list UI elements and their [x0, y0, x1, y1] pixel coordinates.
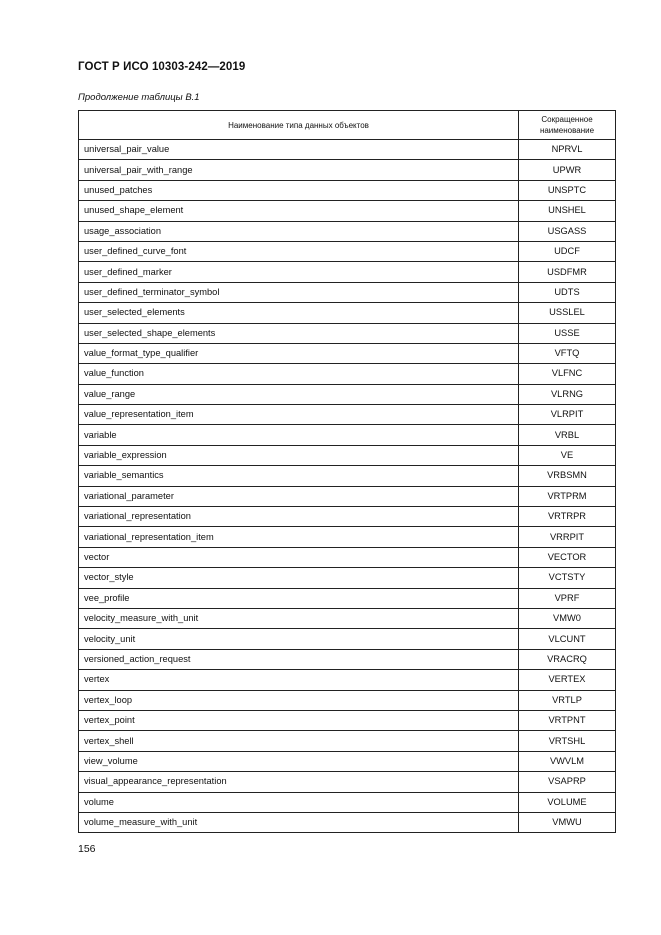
abbreviation-cell: VSAPRP — [519, 772, 616, 792]
table-row — [79, 466, 616, 486]
entity-name-cell: view_volume — [79, 751, 519, 771]
entity-name-cell: vertex — [79, 670, 519, 690]
entity-name-cell: velocity_measure_with_unit — [79, 608, 519, 628]
column-header-abbreviation — [519, 111, 616, 140]
abbreviation-cell: VRTPRM — [519, 486, 616, 506]
table-row — [79, 527, 616, 547]
abbreviation-cell: VRTLP — [519, 690, 616, 710]
entity-name-cell: value_range — [79, 384, 519, 404]
abbreviation-cell: VLCUNT — [519, 629, 616, 649]
table-row — [79, 649, 616, 669]
table-row — [79, 772, 616, 792]
abbreviation-cell: VRTSHL — [519, 731, 616, 751]
entity-name-cell: user_selected_elements — [79, 303, 519, 323]
entity-name-cell: velocity_unit — [79, 629, 519, 649]
abbreviation-cell: VLRNG — [519, 384, 616, 404]
entity-name-cell: value_format_type_qualifier — [79, 343, 519, 363]
entity-name-cell: vector_style — [79, 568, 519, 588]
entity-name-cell: unused_shape_element — [79, 201, 519, 221]
table-row — [79, 690, 616, 710]
table-row — [79, 670, 616, 690]
abbreviation-cell: UPWR — [519, 160, 616, 180]
abbreviation-cell: VERTEX — [519, 670, 616, 690]
abbreviation-cell: UDTS — [519, 282, 616, 302]
abbreviation-cell: USGASS — [519, 221, 616, 241]
entity-name-cell: variable — [79, 425, 519, 445]
table-row — [79, 282, 616, 302]
abbreviation-cell: VLRPIT — [519, 405, 616, 425]
table-row — [79, 140, 616, 160]
abbreviation-cell: VE — [519, 445, 616, 465]
table-row — [79, 568, 616, 588]
entity-name-cell: unused_patches — [79, 180, 519, 200]
page-number: 156 — [78, 843, 96, 855]
table-header-row — [79, 111, 616, 140]
table-row — [79, 507, 616, 527]
table-row — [79, 751, 616, 771]
abbreviation-cell: VECTOR — [519, 547, 616, 567]
table-row — [79, 303, 616, 323]
abbreviation-cell: VFTQ — [519, 343, 616, 363]
abbreviation-cell: VMW0 — [519, 608, 616, 628]
table-row — [79, 486, 616, 506]
entity-name-cell: usage_association — [79, 221, 519, 241]
table-row — [79, 343, 616, 363]
table-row — [79, 425, 616, 445]
table-row — [79, 608, 616, 628]
table-row — [79, 262, 616, 282]
table-row — [79, 180, 616, 200]
table-row — [79, 405, 616, 425]
entity-name-cell: volume — [79, 792, 519, 812]
abbreviation-cell: VRTPNT — [519, 710, 616, 730]
abbreviation-cell: NPRVL — [519, 140, 616, 160]
entity-name-cell: variational_representation_item — [79, 527, 519, 547]
entity-name-cell: vertex_loop — [79, 690, 519, 710]
table-row — [79, 221, 616, 241]
table-caption: Продолжение таблицы В.1 — [78, 92, 200, 103]
abbreviations-table — [78, 110, 616, 833]
entity-name-cell: variational_parameter — [79, 486, 519, 506]
entity-name-cell: universal_pair_value — [79, 140, 519, 160]
entity-name-cell: user_defined_curve_font — [79, 241, 519, 261]
entity-name-cell: user_defined_terminator_symbol — [79, 282, 519, 302]
entity-name-cell: user_defined_marker — [79, 262, 519, 282]
table-row — [79, 792, 616, 812]
column-header-name: Наименование типа данных объектов — [79, 111, 519, 140]
entity-name-cell: vertex_shell — [79, 731, 519, 751]
table-row — [79, 812, 616, 832]
abbreviation-cell: VRBSMN — [519, 466, 616, 486]
entity-name-cell: variational_representation — [79, 507, 519, 527]
entity-name-cell: vector — [79, 547, 519, 567]
entity-name-cell: user_selected_shape_elements — [79, 323, 519, 343]
abbreviation-cell: USSE — [519, 323, 616, 343]
document-header: ГОСТ Р ИСО 10303-242—2019 — [78, 61, 246, 73]
entity-name-cell: vee_profile — [79, 588, 519, 608]
table-row — [79, 445, 616, 465]
abbreviation-cell: VMWU — [519, 812, 616, 832]
abbreviation-cell: USDFMR — [519, 262, 616, 282]
entity-name-cell: variable_semantics — [79, 466, 519, 486]
entity-name-cell: vertex_point — [79, 710, 519, 730]
abbreviation-cell: VOLUME — [519, 792, 616, 812]
abbreviation-cell: VRRPIT — [519, 527, 616, 547]
entity-name-cell: universal_pair_with_range — [79, 160, 519, 180]
table-row — [79, 160, 616, 180]
table-body — [79, 140, 616, 833]
entity-name-cell: variable_expression — [79, 445, 519, 465]
table-row — [79, 201, 616, 221]
entity-name-cell: value_representation_item — [79, 405, 519, 425]
entity-name-cell: value_function — [79, 364, 519, 384]
entity-name-cell: versioned_action_request — [79, 649, 519, 669]
entity-name-cell: visual_appearance_representation — [79, 772, 519, 792]
abbreviation-cell: VRTRPR — [519, 507, 616, 527]
table-row — [79, 731, 616, 751]
abbreviation-cell: UNSPTC — [519, 180, 616, 200]
abbreviation-cell: UNSHEL — [519, 201, 616, 221]
table-row — [79, 588, 616, 608]
abbreviation-cell: VRACRQ — [519, 649, 616, 669]
abbreviation-cell: VWVLM — [519, 751, 616, 771]
abbreviation-cell: VRBL — [519, 425, 616, 445]
table-row — [79, 323, 616, 343]
entity-name-cell: volume_measure_with_unit — [79, 812, 519, 832]
table-row — [79, 629, 616, 649]
abbreviation-cell: VPRF — [519, 588, 616, 608]
table-row — [79, 364, 616, 384]
table-row — [79, 710, 616, 730]
column-header-abbreviation-line1: Сокращенное — [541, 115, 593, 124]
column-header-abbreviation-line2: наименование — [539, 126, 595, 135]
abbreviation-cell: VLFNC — [519, 364, 616, 384]
abbreviation-cell: USSLEL — [519, 303, 616, 323]
table-row — [79, 547, 616, 567]
table-row — [79, 241, 616, 261]
abbreviation-cell: UDCF — [519, 241, 616, 261]
table-row — [79, 384, 616, 404]
abbreviation-cell: VCTSTY — [519, 568, 616, 588]
